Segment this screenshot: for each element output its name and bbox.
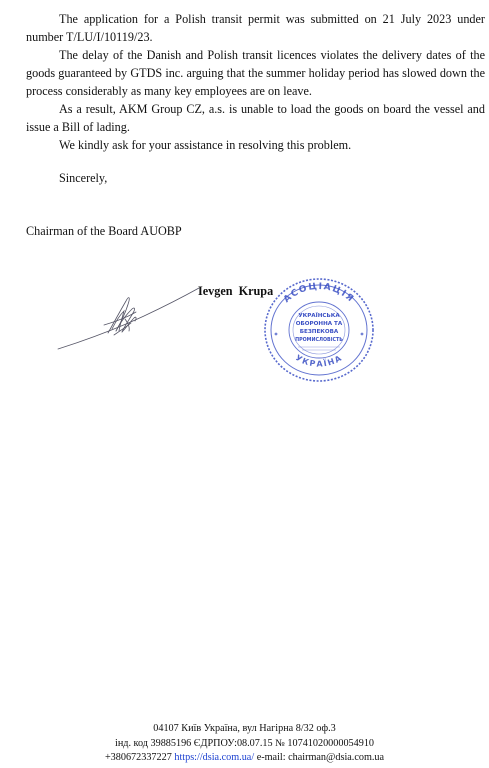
seal-center-line-1: УКРАЇНСЬКА xyxy=(298,313,340,319)
paragraph-result: As a result, AKM Group CZ, a.s. is unable to load the goods on board the vessel and issue a Bill of lading. xyxy=(26,102,485,134)
signature-image xyxy=(56,285,201,353)
signatory-title: Chairman of the Board AUOBP xyxy=(26,224,182,238)
footer-email-label: e-mail: xyxy=(256,752,286,763)
seal-center-line-3: БЕЗПЕКОВА xyxy=(299,329,339,335)
footer-address: 04107 Київ Україна, вул Нагірна 8/32 оф.3 xyxy=(153,723,336,734)
footer-email[interactable]: chairman@dsia.com.ua xyxy=(288,752,385,763)
signatory-name: Ievgen Krupa xyxy=(198,284,274,298)
footer-registration-codes: інд. код 39885196 ЄДРПОУ:08.07.15 № 10741020000054910 xyxy=(114,737,375,749)
svg-text:УКРАЇНА xyxy=(294,353,344,369)
footer-website-link[interactable]: https://dsia.com.ua/ xyxy=(174,752,255,763)
letterhead-footer xyxy=(0,722,489,766)
paragraph-delay: The delay of the Danish and Polish transit licences violates the delivery dates of the goods guaranteed by GTDS inc. arguing that the summer holiday period has slowed down the process considerably as many key employees are on leave. xyxy=(26,48,485,98)
closing-salutation: Sincerely, xyxy=(59,171,108,185)
paragraph-permit: The application for a Polish transit permit was submitted on 21 July 2023 under number T/LU/I/10119/23. xyxy=(26,12,485,44)
seal-center-line-4: ПРОМИСЛОВІСТЬ xyxy=(295,338,343,343)
footer-phone: +380672337227 xyxy=(104,752,172,763)
seal-ring-bottom-text: УКРАЇНА xyxy=(293,353,345,369)
seal-ring-top-text: АСОЦІАЦІЯ xyxy=(281,281,357,305)
footer-contacts xyxy=(0,751,489,766)
paragraph-request: We kindly ask for your assistance in resolving this problem. xyxy=(59,138,352,152)
letter-body xyxy=(26,10,485,154)
seal-center-line-2: ОБОРОННА ТА xyxy=(295,321,343,327)
association-seal xyxy=(262,277,376,383)
